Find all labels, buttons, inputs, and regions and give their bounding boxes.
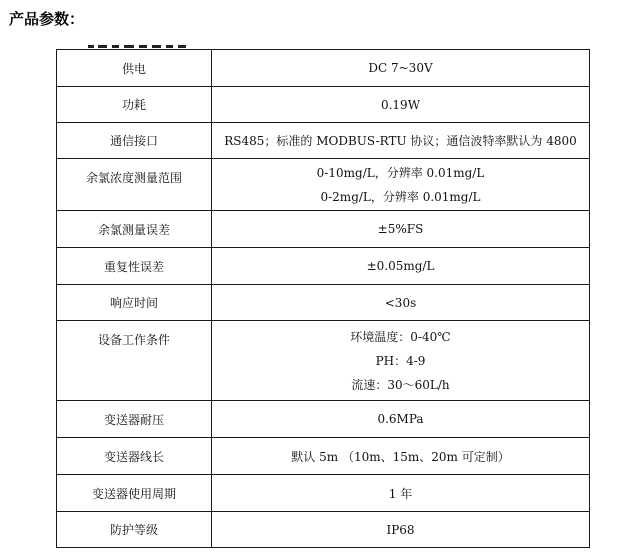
table-row	[57, 123, 590, 159]
table-row	[57, 321, 590, 401]
param-value: IP68	[212, 512, 590, 548]
param-value: RS485；标准的 MODBUS-RTU 协议；通信波特率默认为 4800	[212, 123, 590, 159]
param-label: 变送器使用周期	[57, 475, 212, 512]
param-value: 默认 5m （10m、15m、20m 可定制）	[212, 438, 590, 475]
param-label: 余氯浓度测量范围	[85, 171, 182, 185]
param-label: 变送器耐压	[57, 401, 212, 438]
table-row	[57, 438, 590, 475]
param-value-line: 环境温度：0-40℃	[350, 329, 451, 344]
table-row	[57, 512, 590, 548]
table-row	[57, 248, 590, 285]
table-row	[57, 159, 590, 211]
param-label: 重复性误差	[57, 248, 212, 285]
param-label: 响应时间	[57, 285, 212, 321]
param-value: ±5%FS	[212, 211, 590, 248]
param-label: 余氯测量误差	[57, 211, 212, 248]
table-row	[57, 87, 590, 123]
section-title: 产品参数：	[9, 10, 85, 28]
param-label: 通信接口	[57, 123, 212, 159]
param-label: 防护等级	[57, 512, 212, 548]
param-label-cell	[57, 159, 212, 211]
table-row	[57, 475, 590, 512]
param-value-cell	[212, 321, 590, 401]
param-label: 供电	[57, 50, 212, 87]
table-row	[57, 401, 590, 438]
param-value: ±0.05mg/L	[212, 248, 590, 285]
param-label: 设备工作条件	[97, 333, 170, 347]
param-value-line: 流速：30～60L/h	[351, 377, 450, 392]
param-value: 0.19W	[212, 87, 590, 123]
table-row	[57, 211, 590, 248]
param-value: 0.6MPa	[212, 401, 590, 438]
clipped-text-fragment	[88, 38, 188, 48]
param-value-cell	[212, 159, 590, 211]
param-value: <30s	[212, 285, 590, 321]
param-label: 功耗	[57, 87, 212, 123]
table-row	[57, 285, 590, 321]
param-value: 1 年	[212, 475, 590, 512]
param-value-line: 0-2mg/L，分辨率 0.01mg/L	[320, 189, 481, 204]
product-parameters-table	[56, 49, 590, 548]
param-value-line: 0-10mg/L，分辨率 0.01mg/L	[316, 165, 485, 180]
param-label: 变送器线长	[57, 438, 212, 475]
param-value: DC 7~30V	[212, 50, 590, 87]
table-row	[57, 50, 590, 87]
param-value-line: PH：4-9	[375, 353, 426, 368]
param-label-cell	[57, 321, 212, 401]
